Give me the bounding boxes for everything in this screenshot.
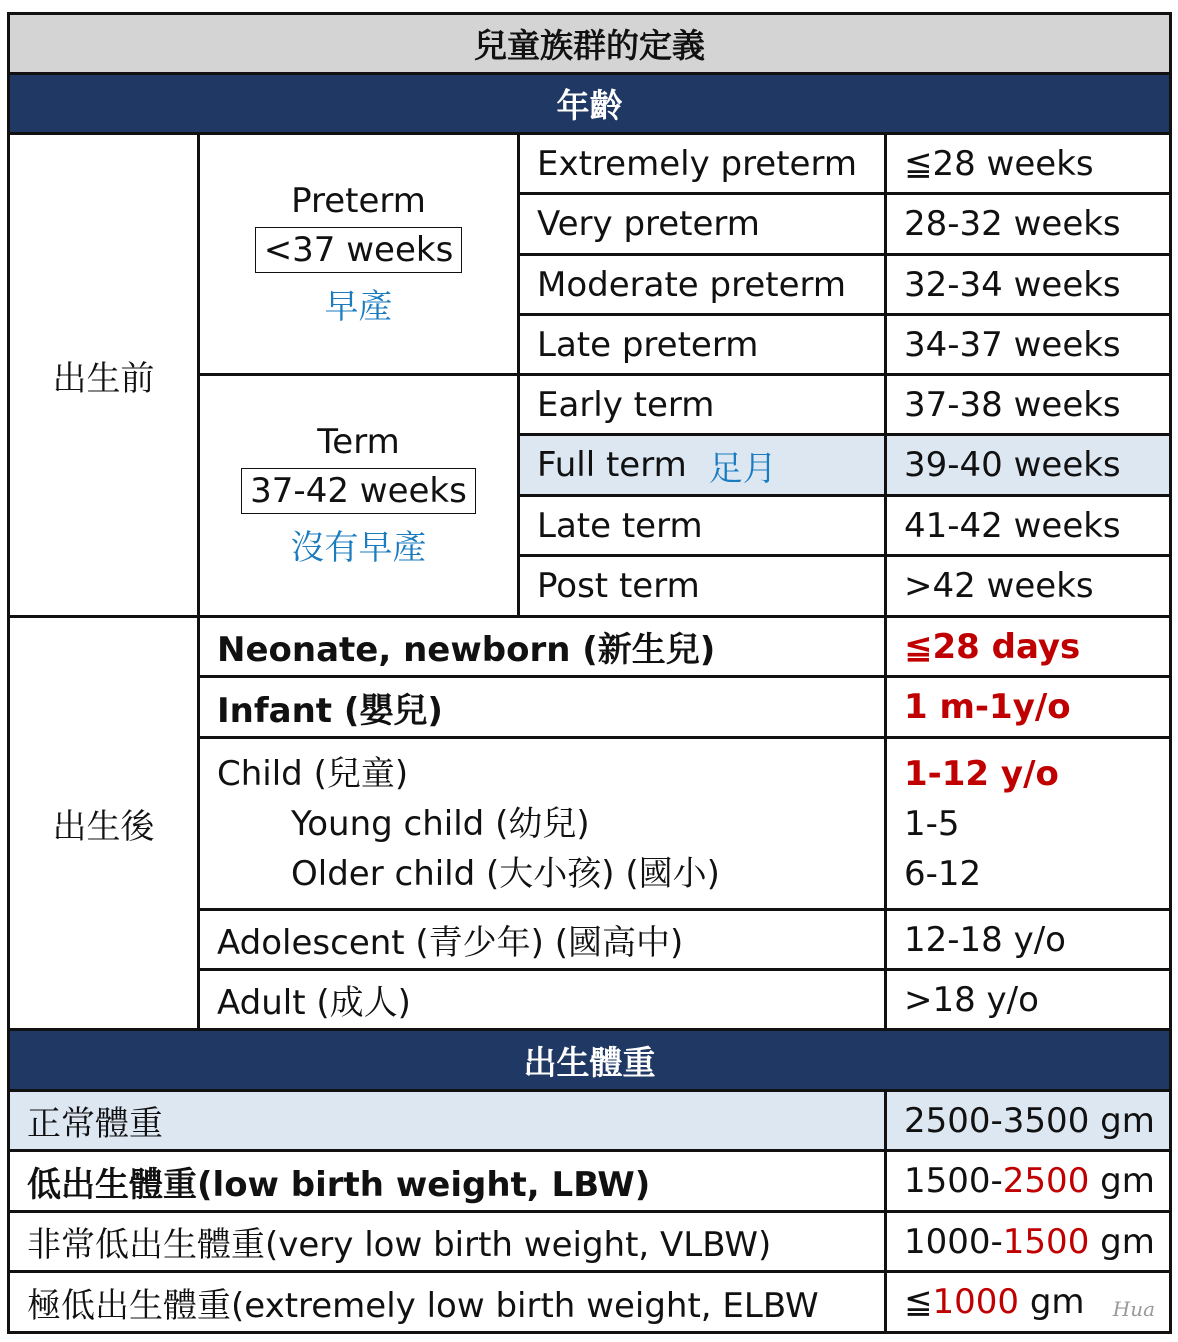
value-part: 1500- xyxy=(904,1161,1003,1201)
value-text: ≦28 days xyxy=(904,626,1081,667)
row-value-vlbw xyxy=(887,1213,1169,1273)
value-unit: gm xyxy=(1019,1282,1085,1322)
preterm-zh: 早產 xyxy=(324,286,393,327)
row-value-late-term xyxy=(887,497,1169,557)
preterm-name: Preterm xyxy=(291,180,426,221)
value-text: 2500-3500 gm xyxy=(904,1100,1155,1141)
label-text: Neonate, newborn (新生兒) xyxy=(217,630,716,670)
row-label-late-preterm xyxy=(520,316,887,376)
row-label-very-preterm xyxy=(520,195,887,256)
row-value-extremely-preterm xyxy=(887,135,1169,195)
label-text: Very preterm xyxy=(537,204,760,244)
label-text: 正常體重 xyxy=(27,1104,163,1144)
value-text: 41-42 weeks xyxy=(904,505,1121,546)
value-text: 1 m-1y/o xyxy=(904,687,1071,727)
label-text: Post term xyxy=(537,566,700,606)
row-label-adult xyxy=(200,971,887,1031)
value-unit: gm xyxy=(1089,1161,1155,1201)
row-value-moderate-preterm xyxy=(887,256,1169,316)
value-highlight: 1000 xyxy=(932,1282,1020,1322)
watermark: Hua xyxy=(1112,1297,1155,1321)
label-text: 極低出生體重(extremely low birth weight, ELBW xyxy=(27,1285,819,1326)
row-value-infant xyxy=(887,678,1169,739)
label-text: Infant (嬰兒) xyxy=(217,690,443,731)
row-label-child xyxy=(200,739,887,911)
row-label-early-term xyxy=(520,376,887,436)
prenatal-label-text: 出生前 xyxy=(52,358,155,399)
value-text: 32-34 weeks xyxy=(904,264,1121,305)
table-title xyxy=(10,15,1169,75)
young-child-value: 1-5 xyxy=(904,803,960,844)
postnatal-label xyxy=(10,618,200,1031)
row-label-neonate xyxy=(200,618,887,678)
row-value-early-term xyxy=(887,376,1169,436)
row-label-moderate-preterm xyxy=(520,256,887,316)
full-term-zh: 足月 xyxy=(708,448,777,489)
value-part: 1000- xyxy=(904,1221,1003,1262)
label-text: Adult (成人) xyxy=(217,983,411,1023)
value-part: ≦ xyxy=(904,1282,933,1322)
row-label-normal-weight xyxy=(10,1092,887,1152)
row-label-lbw xyxy=(10,1152,887,1213)
children-definition-table xyxy=(7,12,1172,1334)
value-text: 28-32 weeks xyxy=(904,204,1121,244)
term-name: Term xyxy=(317,422,400,462)
section-header-age xyxy=(10,75,1169,135)
row-label-late-term xyxy=(520,497,887,557)
label-text: Late preterm xyxy=(537,324,759,365)
row-value-late-preterm xyxy=(887,316,1169,376)
value-text: 37-38 weeks xyxy=(904,384,1121,425)
row-value-adolescent xyxy=(887,911,1169,971)
row-label-extremely-preterm xyxy=(520,135,887,195)
section-header-weight-text: 出生體重 xyxy=(523,1042,656,1082)
value-highlight: 2500 xyxy=(1002,1161,1090,1201)
row-label-full-term xyxy=(520,436,887,497)
term-range: 37-42 weeks xyxy=(241,468,476,514)
row-value-lbw xyxy=(887,1152,1169,1213)
row-value-neonate xyxy=(887,618,1169,678)
older-child-value: 6-12 xyxy=(904,853,982,894)
value-text: >18 y/o xyxy=(904,979,1039,1020)
row-value-child xyxy=(887,739,1169,911)
label-text: Adolescent (青少年) (國高中) xyxy=(217,923,684,963)
label-text: Late term xyxy=(537,505,703,546)
value-highlight: 1500 xyxy=(1002,1221,1090,1262)
value-unit: gm xyxy=(1089,1221,1155,1262)
label-text: Moderate preterm xyxy=(537,264,846,305)
row-value-post-term xyxy=(887,557,1169,618)
preterm-group xyxy=(200,135,520,376)
label-text: 低出生體重(low birth weight, LBW) xyxy=(27,1164,651,1205)
child-label: Child (兒童) xyxy=(217,753,409,794)
row-value-full-term xyxy=(887,436,1169,497)
row-label-infant xyxy=(200,678,887,739)
value-text: 39-40 weeks xyxy=(904,445,1121,485)
value-text: >42 weeks xyxy=(904,566,1094,606)
row-value-very-preterm xyxy=(887,195,1169,256)
value-text: ≦28 weeks xyxy=(904,143,1094,184)
label-text: 非常低出生體重(very low birth weight, VLBW) xyxy=(27,1225,772,1265)
term-zh: 沒有早產 xyxy=(290,528,427,568)
child-value: 1-12 y/o xyxy=(904,753,1059,794)
older-child-label: Older child (大小孩) (國小) xyxy=(291,853,720,894)
term-group xyxy=(200,376,520,618)
section-header-weight xyxy=(10,1031,1169,1092)
preterm-range: <37 weeks xyxy=(255,227,463,273)
row-label-adolescent xyxy=(200,911,887,971)
row-value-normal-weight xyxy=(887,1092,1169,1152)
row-label-post-term xyxy=(520,557,887,618)
label-text: Early term xyxy=(537,384,715,425)
label-text: Full term xyxy=(537,445,687,485)
section-header-age-text: 年齡 xyxy=(556,86,623,125)
row-value-adult xyxy=(887,971,1169,1031)
row-label-vlbw xyxy=(10,1213,887,1273)
prenatal-label xyxy=(10,135,200,618)
row-label-elbw xyxy=(10,1273,887,1331)
value-text: 34-37 weeks xyxy=(904,324,1121,365)
postnatal-label-text: 出生後 xyxy=(52,806,155,847)
value-text: 12-18 y/o xyxy=(904,919,1066,960)
table-title-text: 兒童族群的定義 xyxy=(474,26,705,65)
young-child-label: Young child (幼兒) xyxy=(291,803,590,844)
label-text: Extremely preterm xyxy=(537,143,857,184)
